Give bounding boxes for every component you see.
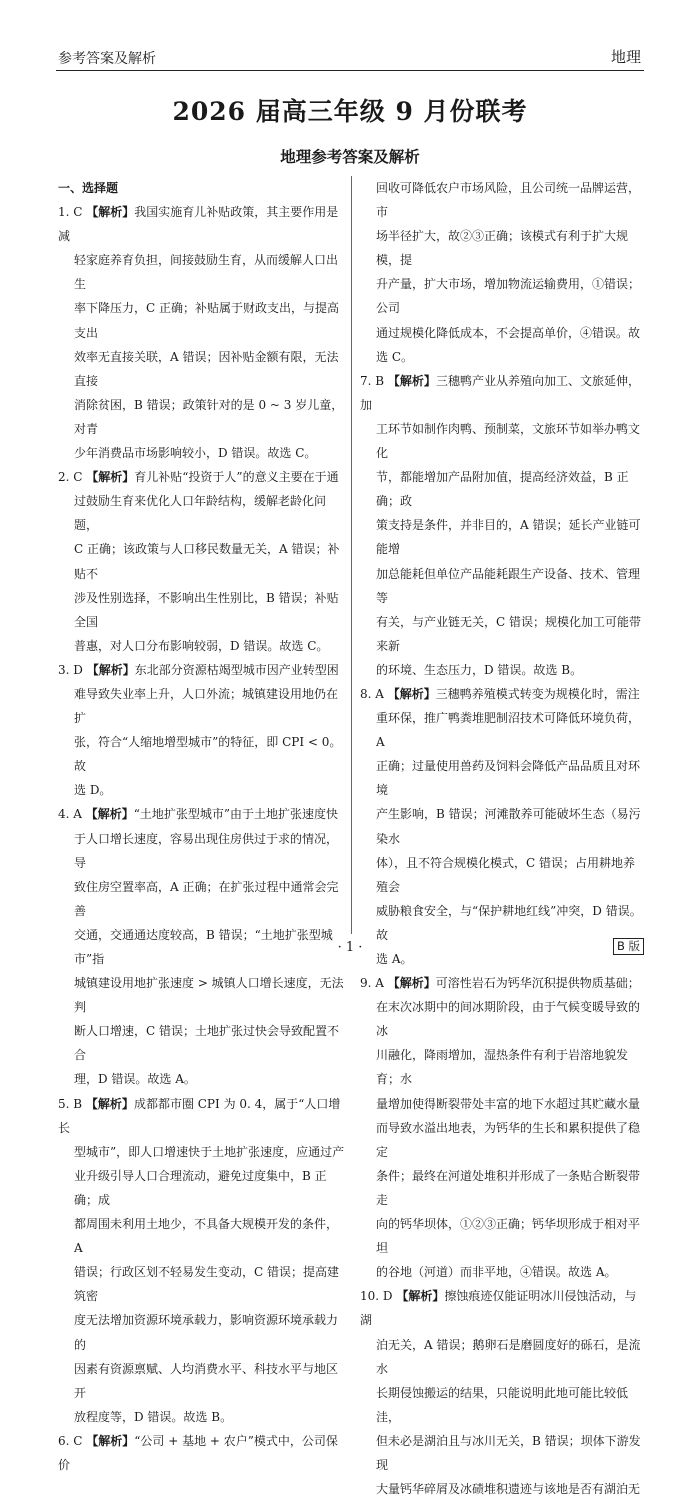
answer-text-line: 在末次冰期中的间冰期阶段，由于气候变暖导致的冰: [376, 1000, 641, 1039]
answer-text-line: 体），且不符合规模化模式，C 错误；占用耕地养殖会: [376, 855, 635, 894]
answer-item-first-line: [360, 369, 642, 417]
analysis-tag: 【解析】: [86, 662, 135, 677]
answer-text-line: 通过规模化降低成本，不会提高单价，④错误。故: [376, 325, 641, 340]
answer-text-line: 理，D 错误。故选 A。: [74, 1072, 196, 1087]
analysis-tag: 【解析】: [396, 1289, 445, 1304]
answer-text-line: 升产量，扩大市场，增加物流运输费用，①错误；公司: [376, 277, 641, 316]
analysis-tag: 【解析】: [85, 1096, 134, 1111]
analysis-tag: 【解析】: [387, 976, 436, 991]
answer-text-line: 业升级引导人口合理流动，避免过度集中，B 正确；成: [74, 1168, 327, 1207]
left-column: [58, 176, 345, 1477]
answer-number: 9. A: [360, 976, 384, 991]
answer-text-line: 选 D。: [74, 783, 112, 798]
answer-item: [360, 1284, 642, 1501]
analysis-tag: 【解析】: [86, 470, 135, 485]
answer-number: 6. C: [58, 1433, 83, 1448]
answer-text-line: 大量钙华碎屑及冰碛堆积遗迹与该地是否有湖泊无: [376, 1482, 641, 1497]
answer-item: [360, 971, 642, 1284]
answer-item: [58, 465, 345, 658]
answer-text-line: 过鼓励生育来优化人口年龄结构，缓解老龄化问题，: [74, 494, 327, 533]
answer-number: 8. A: [360, 686, 384, 701]
answer-text-line: 的环境、生态压力，D 错误。故选 B。: [376, 662, 583, 677]
answer-text-line: 正确；过量使用兽药及饲料会降低产品品质且对环境: [376, 759, 641, 798]
answer-item: [58, 1429, 345, 1477]
answer-text-line: 威胁粮食安全，与“保护耕地红线”冲突，D 错误。故: [376, 903, 642, 942]
section-heading: 一、选择题: [58, 181, 119, 195]
answer-text-line: 率下降压力，C 正确；补贴属于财政支出，与提高支出: [74, 301, 339, 340]
answer-text: “公司 + 基地 + 农户”模式中，公司保价: [58, 1433, 338, 1472]
answer-item-first-line: [58, 802, 345, 826]
answer-item-first-line: [360, 1284, 642, 1332]
answer-item-first-line: [58, 1092, 345, 1140]
answer-item-first-line: [58, 1429, 345, 1477]
answer-text-line: 消除贫困，B 错误；政策针对的是 0 ~ 3 岁儿童，对青: [74, 397, 344, 436]
answer-text-line: 场半径扩大，故②③正确；该模式有利于扩大规模，提: [376, 229, 629, 268]
answer-text: 东北部分资源枯竭型城市因产业转型困: [134, 662, 339, 677]
answer-text-line: 张，符合“人缩地增型城市”的特征，即 CPI < 0。故: [74, 735, 342, 774]
answer-text-line: 泊无关，A 错误；鹅卵石是磨圆度好的砾石，是流水: [376, 1337, 641, 1376]
answer-text-line: 选 A。: [376, 952, 413, 966]
answer-text-line: 川融化，降雨增加，湿热条件有利于岩溶地貌发育；水: [376, 1048, 629, 1087]
answer-text-line: 选 C。: [376, 349, 413, 364]
answer-text-line: 条件；最终在河道处堆积并形成了一条贴合断裂带走: [376, 1168, 641, 1207]
answer-text-line: 难导致失业率上升，人口外流；城镇建设用地仍在扩: [74, 686, 339, 726]
answer-text-line: 加总能耗但单位产品能耗跟生产设备、技术、管理等: [376, 566, 641, 605]
answer-text-line: 度无法增加资源环境承载力，影响资源环境承载力的: [74, 1313, 339, 1352]
answer-number: 7. B: [360, 373, 385, 388]
answer-text: 我国实施育儿补贴政策，其主要作用是减: [58, 205, 339, 244]
answer-text-line: 因素有资源禀赋、人均消费水平、科技水平与地区开: [74, 1361, 339, 1400]
answer-text-line: 涉及性别选择，不影响出生性别比，B 错误；补贴全国: [74, 590, 339, 629]
answer-item: [58, 200, 345, 465]
answer-text-line: 但未必是湖泊且与冰川无关，B 错误；坝体下游发现: [376, 1433, 641, 1472]
answer-text-line: 重环保，推广鸭粪堆肥制沼技术可降低环境负荷，A: [376, 711, 641, 750]
right-column: [360, 176, 642, 1501]
answer-number: 2. C: [58, 470, 83, 485]
answer-text-line: C 正确；该政策与人口移民数量无关，A 错误；补贴不: [74, 542, 340, 581]
answer-text-line: 向的钙华坝体，①②③正确；钙华坝形成于相对平坦: [376, 1217, 641, 1256]
header-section-label: 参考答案及解析: [58, 51, 156, 67]
analysis-tag: 【解析】: [387, 373, 436, 388]
answer-text-line: 交通，交通通达度较高，B 错误；“土地扩张型城市”指: [74, 927, 333, 966]
answer-text-line: 致住房空置率高，A 正确；在扩张过程中通常会完善: [74, 879, 339, 918]
answer-text-line: 于人口增长速度，容易出现住房供过于求的情况，导: [74, 831, 339, 870]
answer-item-first-line: [58, 658, 345, 682]
answer-item-first-line: [58, 200, 345, 248]
answer-text-line: 节，都能增加产品附加值，提高经济效益，B 正确；政: [376, 470, 629, 509]
answer-text: 成都都市圈 CPI 为 0. 4，属于“人口增长: [58, 1096, 341, 1135]
analysis-tag: 【解析】: [86, 205, 135, 220]
answer-text-line: 回收可降低农户市场风险，且公司统一品牌运营，市: [376, 181, 641, 220]
answer-text-line: 都周围未利用土地少，不具备大规模开发的条件，A: [74, 1217, 339, 1256]
answer-text-line: 放程度等，D 错误。故选 B。: [74, 1409, 233, 1424]
answer-text-line: 量增加使得断裂带处丰富的地下水超过其贮藏水量: [376, 1096, 641, 1111]
answer-text-line: 少年消费品市场影响较小，D 错误。故选 C。: [74, 446, 317, 461]
answer-text-line: 效率无直接关联，A 错误；因补贴金额有限，无法直接: [74, 349, 339, 388]
answer-item-first-line: [360, 971, 642, 995]
answer-text-line: 轻家庭养育负担，间接鼓励生育，从而缓解人口出生: [74, 253, 339, 292]
answer-text: 可溶性岩石为钙华沉积提供物质基础；: [435, 976, 640, 991]
answer-text: 三穗鸭养殖模式转变为规模化时，需注: [435, 686, 640, 701]
answer-text-line: 普惠，对人口分布影响较弱，D 错误。故选 C。: [74, 638, 329, 653]
answer-text-line: 有关，与产业链无关，C 错误；规模化加工可能带来新: [376, 614, 641, 653]
answer-number: 5. B: [58, 1096, 83, 1111]
answer-text-line: 产生影响，B 错误；河滩散养可能破坏生态（易污染水: [376, 807, 641, 846]
answer-text-line: 策支持是条件，并非目的，A 错误；延长产业链可能增: [376, 518, 641, 557]
answer-number: 3. D: [58, 662, 83, 677]
answer-text-line: 而导致水溢出地表，为钙华的生长和累积提供了稳定: [376, 1120, 641, 1159]
answer-text-line: 的谷地（河道）而非平地，④错误。故选 A。: [376, 1265, 617, 1280]
page-number: · 1 ·: [337, 940, 363, 955]
analysis-tag: 【解析】: [86, 1433, 135, 1448]
answer-text-line: 断人口增速，C 错误；土地扩张过快会导致配置不合: [74, 1024, 339, 1063]
analysis-tag: 【解析】: [387, 686, 436, 701]
answer-text: 擦蚀痕迹仅能证明冰川侵蚀活动，与湖: [360, 1289, 637, 1328]
answer-number: 4. A: [58, 807, 82, 822]
answer-text: “土地扩张型城市”由于土地扩张速度快: [133, 807, 339, 822]
analysis-tag: 【解析】: [85, 807, 134, 822]
answer-text-line: 错误；行政区划不轻易发生变动，C 错误；提高建筑密: [74, 1265, 339, 1304]
answer-text-line: 型城市”，即人口增速快于土地扩张速度，应通过产: [74, 1144, 345, 1159]
answer-item-first-line: [58, 465, 345, 489]
answer-item: [58, 1092, 345, 1429]
answer-text-line: 长期侵蚀搬运的结果，只能说明此地可能比较低洼，: [376, 1385, 629, 1424]
answer-item-first-line: [360, 682, 642, 706]
answer-item: [360, 369, 642, 682]
answer-number: 1. C: [58, 205, 83, 220]
answer-text-line: 工环节如制作肉鸭、预制菜，文旅环节如举办鸭文化: [376, 421, 641, 461]
page-subtitle: 地理参考答案及解析: [280, 148, 420, 166]
answer-item: [58, 658, 345, 803]
answer-text-line: 城镇建设用地扩张速度 > 城镇人口增长速度，无法判: [74, 976, 344, 1015]
answer-text: 育儿补贴“投资于人”的意义主要在于通: [134, 470, 339, 485]
answer-item: [360, 176, 642, 369]
version-badge: B 版: [613, 938, 644, 955]
page-title: 2026 届高三年级 9 月份联考: [172, 97, 528, 126]
answer-text: 三穗鸭产业从养殖向加工、文旅延伸，加: [360, 373, 640, 412]
column-divider: [351, 176, 352, 934]
header-rule: [56, 70, 644, 71]
answer-item: [360, 682, 642, 971]
answer-number: 10. D: [360, 1289, 393, 1304]
header-subject-label: 地理: [610, 48, 641, 66]
